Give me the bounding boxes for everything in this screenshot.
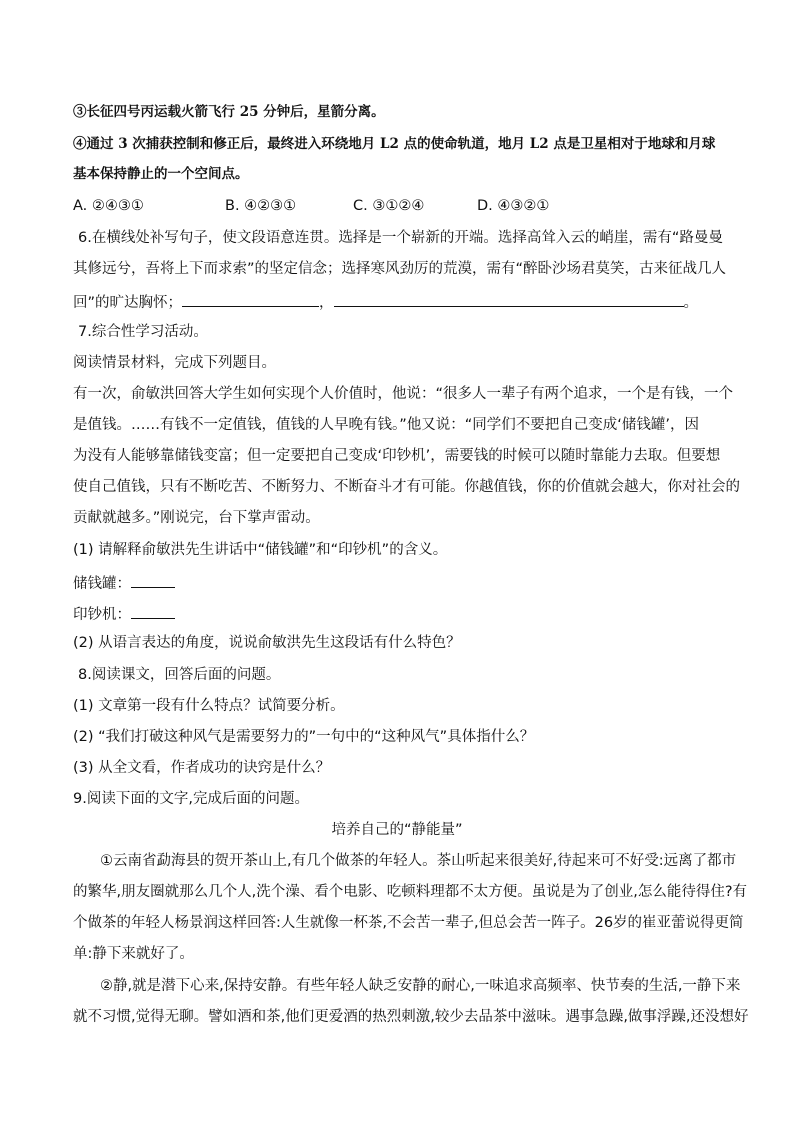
answer-label: 印钞机： <box>73 607 131 623</box>
text-line: ④通过 3 次捕获控制和修正后，最终进入环绕地月 L2 点的使命轨道，地月 L2 点是卫星相对于地球和月球 <box>73 136 716 152</box>
passage-line: 有一次，俞敏洪回答大学生如何实现个人价值时，他说：“很多人一辈子有两个追求，一个是有钱，一个 <box>73 386 734 402</box>
text-line: ③长征四号丙运载火箭飞行 25 分钟后，星箭分离。 <box>73 104 385 120</box>
question-8-3: (3) 从全文看，作者成功的诀窍是什么？ <box>73 760 331 776</box>
question-8-1: (1) 文章第一段有什么特点？试简要分析。 <box>73 698 345 714</box>
question-7-heading: 7.综合性学习活动。 <box>78 324 208 340</box>
option-b: B. ④②③① <box>225 198 297 214</box>
question-9-heading: 9.阅读下面的文字,完成后面的问题。 <box>73 791 309 807</box>
option-c: C. ③①②④ <box>353 198 425 214</box>
article-line: 的繁华,朋友圈就那么几个人,洗个澡、看个电影、吃顿料理都不太方便。虽说是为了创业,怎么能待得住?有 <box>73 884 748 900</box>
text-line: 基本保持静止的一个空间点。 <box>73 166 249 182</box>
text-span: 回”的旷达胸怀； <box>73 295 183 311</box>
article-line: 单:静下来就好了。 <box>73 946 194 962</box>
passage-line: 使自己值钱，只有不断吃苦、不断努力、不断奋斗才有可能。你越值钱，你的价值就会越大，你对社会的 <box>73 479 740 495</box>
text-span: ， <box>319 295 334 311</box>
passage-line: 是值钱。……有钱不一定值钱，值钱的人早晚有钱。”他又说：“同学们不要把自己变成‘储钱罐’，因 <box>73 417 699 433</box>
question-6-line <box>73 290 698 313</box>
answer-label: 储钱罐： <box>73 576 131 592</box>
question-7-2: (2) 从语言表达的角度，说说俞敏洪先生这段话有什么特色？ <box>73 635 461 651</box>
article-line: 个做茶的年轻人杨景润这样回答:人生就像一杯茶,不会苦一辈子,但总会苦一阵子。26岁的崔亚蕾说得更简 <box>73 915 744 931</box>
text-line: 阅读情景材料，完成下列题目。 <box>73 355 276 371</box>
answer-line <box>73 571 175 594</box>
answer-blank[interactable] <box>131 602 175 619</box>
option-a: A. ②④③① <box>73 198 144 214</box>
article-line: 就不习惯,觉得无聊。譬如酒和茶,他们更爱酒的热烈刺激,较少去品茶中滋味。遇事急躁,做事浮躁,还没想好 <box>73 1009 749 1025</box>
question-6-line: 6.在横线处补写句子，使文段语意连贯。选择是一个崭新的开端。选择高耸入云的峭崖，需有“路曼曼 <box>78 230 723 246</box>
fill-blank-2[interactable] <box>334 290 684 307</box>
question-7-1: (1) 请解释俞敏洪先生讲话中“储钱罐”和“印钞机”的含义。 <box>73 542 448 558</box>
text-span: 。 <box>683 295 699 311</box>
answer-blank[interactable] <box>131 571 175 588</box>
passage-line: 为没有人能够靠储钱变富；但一定要把自己变成‘印钞机’，需要钱的时候可以随时靠能力去取。但要想 <box>73 448 721 464</box>
article-title: 培养自己的“静能量” <box>331 822 463 838</box>
fill-blank-1[interactable] <box>182 290 319 307</box>
question-6-line: 其修远兮，吾将上下而求索”的坚定信念；选择寒风劲厉的荒漠，需有“醉卧沙场君莫笑，古来征战几人 <box>73 261 727 277</box>
option-d: D. ④③②① <box>477 198 550 214</box>
article-line: ②静,就是潜下心来,保持安静。有些年轻人缺乏安静的耐心,一味追求高频率、快节奏的生活,一静下来 <box>100 978 741 994</box>
answer-options <box>73 196 673 216</box>
answer-line <box>73 602 175 625</box>
question-8-2: (2) “我们打破这种风气是需要努力的”一句中的“这种风气”具体指什么？ <box>73 729 535 745</box>
passage-line: 贡献就越多。”刚说完，台下掌声雷动。 <box>73 510 320 526</box>
article-line: ①云南省勐海县的贺开茶山上,有几个做茶的年轻人。茶山听起来很美好,待起来可不好受:远离了都市 <box>100 853 737 869</box>
question-8-heading: 8.阅读课文，回答后面的问题。 <box>78 667 281 683</box>
